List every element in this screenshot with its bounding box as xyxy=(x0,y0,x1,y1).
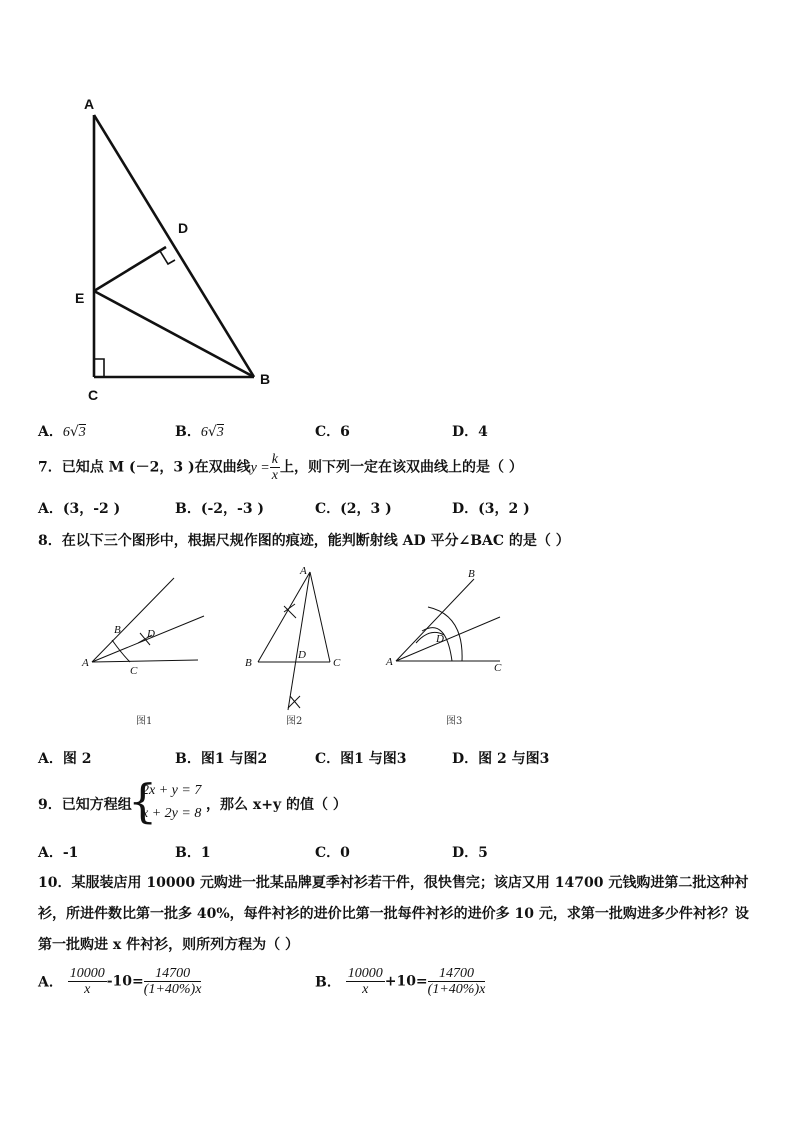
q7-option-a[interactable]: A．(3，-2 ) xyxy=(38,501,121,517)
q10-option-a[interactable]: A． $\frac{10000}{x}$ -10= $\frac{14700}{(1+40\%)x}$ xyxy=(38,966,202,997)
q9-equation-2: x + 2y = 8 xyxy=(142,806,202,821)
svg-text:B: B xyxy=(245,657,252,669)
svg-text:C: C xyxy=(333,657,341,669)
svg-text:A: A xyxy=(386,656,393,668)
q9-equation-1: 2x + y = 7 xyxy=(142,783,202,798)
figure-3-caption: 图3 xyxy=(446,716,463,727)
q8-option-b[interactable]: B．图1 与图2 xyxy=(175,751,268,767)
q6-option-d[interactable]: D．4 xyxy=(452,424,488,440)
figure-1-caption: 图1 xyxy=(136,716,153,727)
q8-option-d[interactable]: D．图 2 与图3 xyxy=(452,751,550,767)
q8-option-c[interactable]: C．图1 与图3 xyxy=(315,751,407,767)
system-brace: { xyxy=(128,774,158,828)
vertex-label-a: A xyxy=(84,96,95,112)
q6-option-b[interactable]: B．6√3 xyxy=(175,424,224,440)
svg-text:D: D xyxy=(147,628,155,640)
sqrt-sign: √ xyxy=(207,424,217,440)
q9-option-c[interactable]: C．0 xyxy=(315,845,350,861)
q7-option-c[interactable]: C．(2，3 ) xyxy=(315,501,392,517)
construction-figure-1 xyxy=(80,570,220,730)
q9-option-d[interactable]: D．5 xyxy=(452,845,488,861)
svg-text:D: D xyxy=(436,633,444,645)
q6-option-a[interactable]: A．6√3 xyxy=(38,424,86,440)
svg-text:C: C xyxy=(494,662,502,674)
sqrt-sign: √ xyxy=(69,424,79,440)
q6-option-c[interactable]: C．6 xyxy=(315,424,350,440)
q10-stem: 10．某服装店用 10000 元购进一批某品牌夏季衬衫若干件，很快售完；该店又用 14700 元钱购进第二批这种衬衫，所进件数比第一批多 40%，每件衬衫的进价比第一批每件衬衫的进价多 10 元，求第一批购进多少件衬衫？设第一批购进 x 件衬衫，则所列方程为（ ） xyxy=(38,875,749,953)
construction-figure-3 xyxy=(380,565,520,730)
vertex-label-b: B xyxy=(260,371,271,387)
vertex-label-c: C xyxy=(88,387,99,403)
q9-prefix: 9．已知方程组 xyxy=(38,797,132,813)
svg-text:A: A xyxy=(82,657,89,669)
vertex-label-d: D xyxy=(178,220,189,236)
triangle-figure xyxy=(60,85,290,405)
svg-text:C: C xyxy=(130,665,138,677)
svg-text:B: B xyxy=(114,624,121,636)
construction-figure-2 xyxy=(240,562,360,732)
svg-text:A: A xyxy=(300,565,307,577)
q10-option-b[interactable]: B． $\frac{10000}{x}$ +10= $\frac{14700}{(1+40\%)x}$ xyxy=(315,966,486,997)
svg-text:D: D xyxy=(298,649,306,661)
q9-option-a[interactable]: A．-1 xyxy=(38,845,79,861)
q7-option-d[interactable]: D．(3，2 ) xyxy=(452,501,530,517)
q7-option-b[interactable]: B．(-2，-3 ) xyxy=(175,501,265,517)
q7-stem: 7．已知点 M (－2，3 )在双曲线y = $\frac{k}{x}$ 上，则下列一定在该双曲线上的是（ ） xyxy=(38,452,523,483)
q9-suffix: ，那么 x+y 的值（ ） xyxy=(206,797,347,813)
q9-option-b[interactable]: B．1 xyxy=(175,845,211,861)
q7-fraction: $\frac{k}{x}$ xyxy=(271,452,278,483)
q8-option-a[interactable]: A．图 2 xyxy=(38,751,92,767)
q8-stem: 8．在以下三个图形中，根据尺规作图的痕迹，能判断射线 AD 平分∠BAC 的是（ ） xyxy=(38,533,570,549)
svg-text:B: B xyxy=(468,568,475,580)
vertex-label-e: E xyxy=(75,290,85,306)
figure-2-caption: 图2 xyxy=(286,716,303,727)
